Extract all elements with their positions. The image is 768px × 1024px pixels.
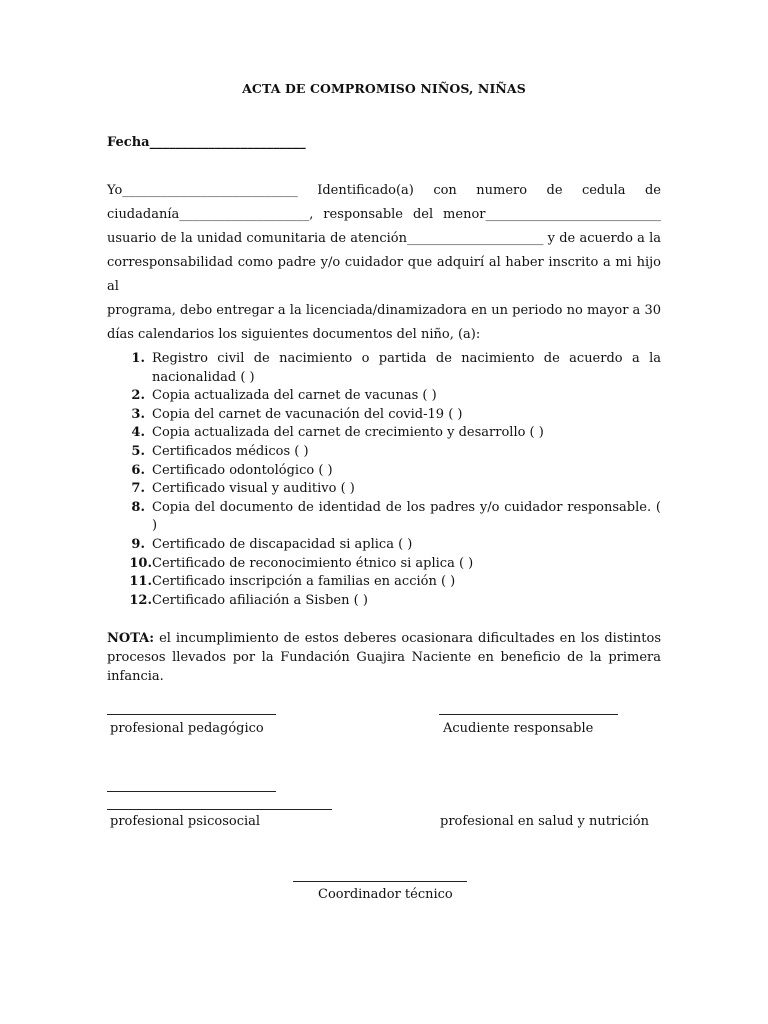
signature-line-salud — [107, 809, 332, 810]
item-number: 4. — [131, 425, 145, 441]
item-text: Registro civil de nacimiento o partida de nacimiento de acuerdo a la nacionalidad ( ) — [152, 351, 661, 385]
signature-label-acudiente: Acudiente responsable — [443, 721, 594, 736]
list-item — [107, 536, 661, 555]
fecha-field: Fecha________________________ — [107, 135, 306, 150]
document-title: ACTA DE COMPROMISO NIÑOS, NIÑAS — [242, 81, 526, 96]
item-number: 8. — [131, 499, 145, 515]
item-text: Certificado de discapacidad si aplica ( ) — [152, 536, 413, 552]
item-number: 2. — [131, 388, 145, 404]
paragraph-line: usuario de la unidad comunitaria de atención_____________________ y de acuerdo a la — [107, 231, 661, 246]
list-item — [107, 573, 661, 592]
signature-label-salud: profesional en salud y nutrición — [440, 814, 649, 829]
paragraph-line: programa, debo entregar a la licenciada/dinamizadora en un periodo no mayor a 30 — [107, 303, 661, 318]
signature-label-pedagogico: profesional pedagógico — [110, 721, 264, 736]
item-text: Certificado afiliación a Sisben ( ) — [152, 592, 368, 608]
item-text: Certificado inscripción a familias en acción ( ) — [152, 574, 456, 590]
list-item — [107, 555, 661, 574]
commitment-paragraph — [107, 179, 661, 347]
item-number: 3. — [131, 406, 145, 422]
item-text: Copia actualizada del carnet de crecimiento y desarrollo ( ) — [152, 425, 544, 441]
list-item — [107, 499, 661, 536]
paragraph-line: corresponsabilidad como padre y/o cuidador que adquirí al haber inscrito a mi hijo al — [107, 255, 661, 294]
nota-text: el incumplimiento de estos deberes ocasionara dificultades en los distintos procesos llevados por la Fundación Guajira Naciente en beneficio de la primera infancia. — [107, 631, 661, 684]
signature-line-coordinador — [293, 881, 467, 882]
list-item — [107, 480, 661, 499]
list-item — [107, 350, 661, 387]
paragraph-line: Yo___________________________ Identificado(a) con numero de cedula de — [107, 183, 661, 198]
signature-label-psicosocial: profesional psicosocial — [110, 814, 261, 829]
item-text: Copia del carnet de vacunación del covid-19 ( ) — [152, 406, 463, 422]
list-item — [107, 387, 661, 406]
item-text: Certificados médicos ( ) — [152, 443, 309, 459]
documents-list — [107, 350, 661, 610]
item-number: 12. — [129, 592, 152, 608]
list-item — [107, 406, 661, 425]
signature-label-coordinador: Coordinador técnico — [318, 887, 453, 902]
nota-label: NOTA: — [107, 631, 155, 646]
item-number: 10. — [129, 555, 152, 571]
paragraph-line: días calendarios los siguientes documentos del niño, (a): — [107, 327, 481, 342]
list-item — [107, 424, 661, 443]
signature-line-acudiente — [439, 714, 618, 715]
item-number: 1. — [131, 351, 145, 366]
list-item — [107, 462, 661, 481]
item-number: 7. — [131, 481, 145, 497]
item-number: 11. — [129, 574, 152, 590]
signature-line-pedagogico — [107, 714, 276, 715]
item-text: Copia actualizada del carnet de vacunas ( ) — [152, 388, 437, 404]
item-number: 9. — [131, 536, 145, 552]
item-text: Certificado visual y auditivo ( ) — [152, 481, 355, 497]
signature-line-psicosocial — [107, 791, 276, 792]
item-number: 6. — [131, 462, 145, 478]
item-text: Copia del documento de identidad de los padres y/o cuidador responsable. ( ) — [152, 499, 661, 534]
list-item — [107, 443, 661, 462]
item-text: Certificado de reconocimiento étnico si aplica ( ) — [152, 555, 474, 571]
nota-paragraph — [107, 629, 661, 686]
item-number: 5. — [131, 443, 145, 459]
item-text: Certificado odontológico ( ) — [152, 462, 333, 478]
paragraph-line: ciudadanía____________________, responsable del menor___________________________ — [107, 207, 661, 222]
list-item — [107, 592, 661, 611]
